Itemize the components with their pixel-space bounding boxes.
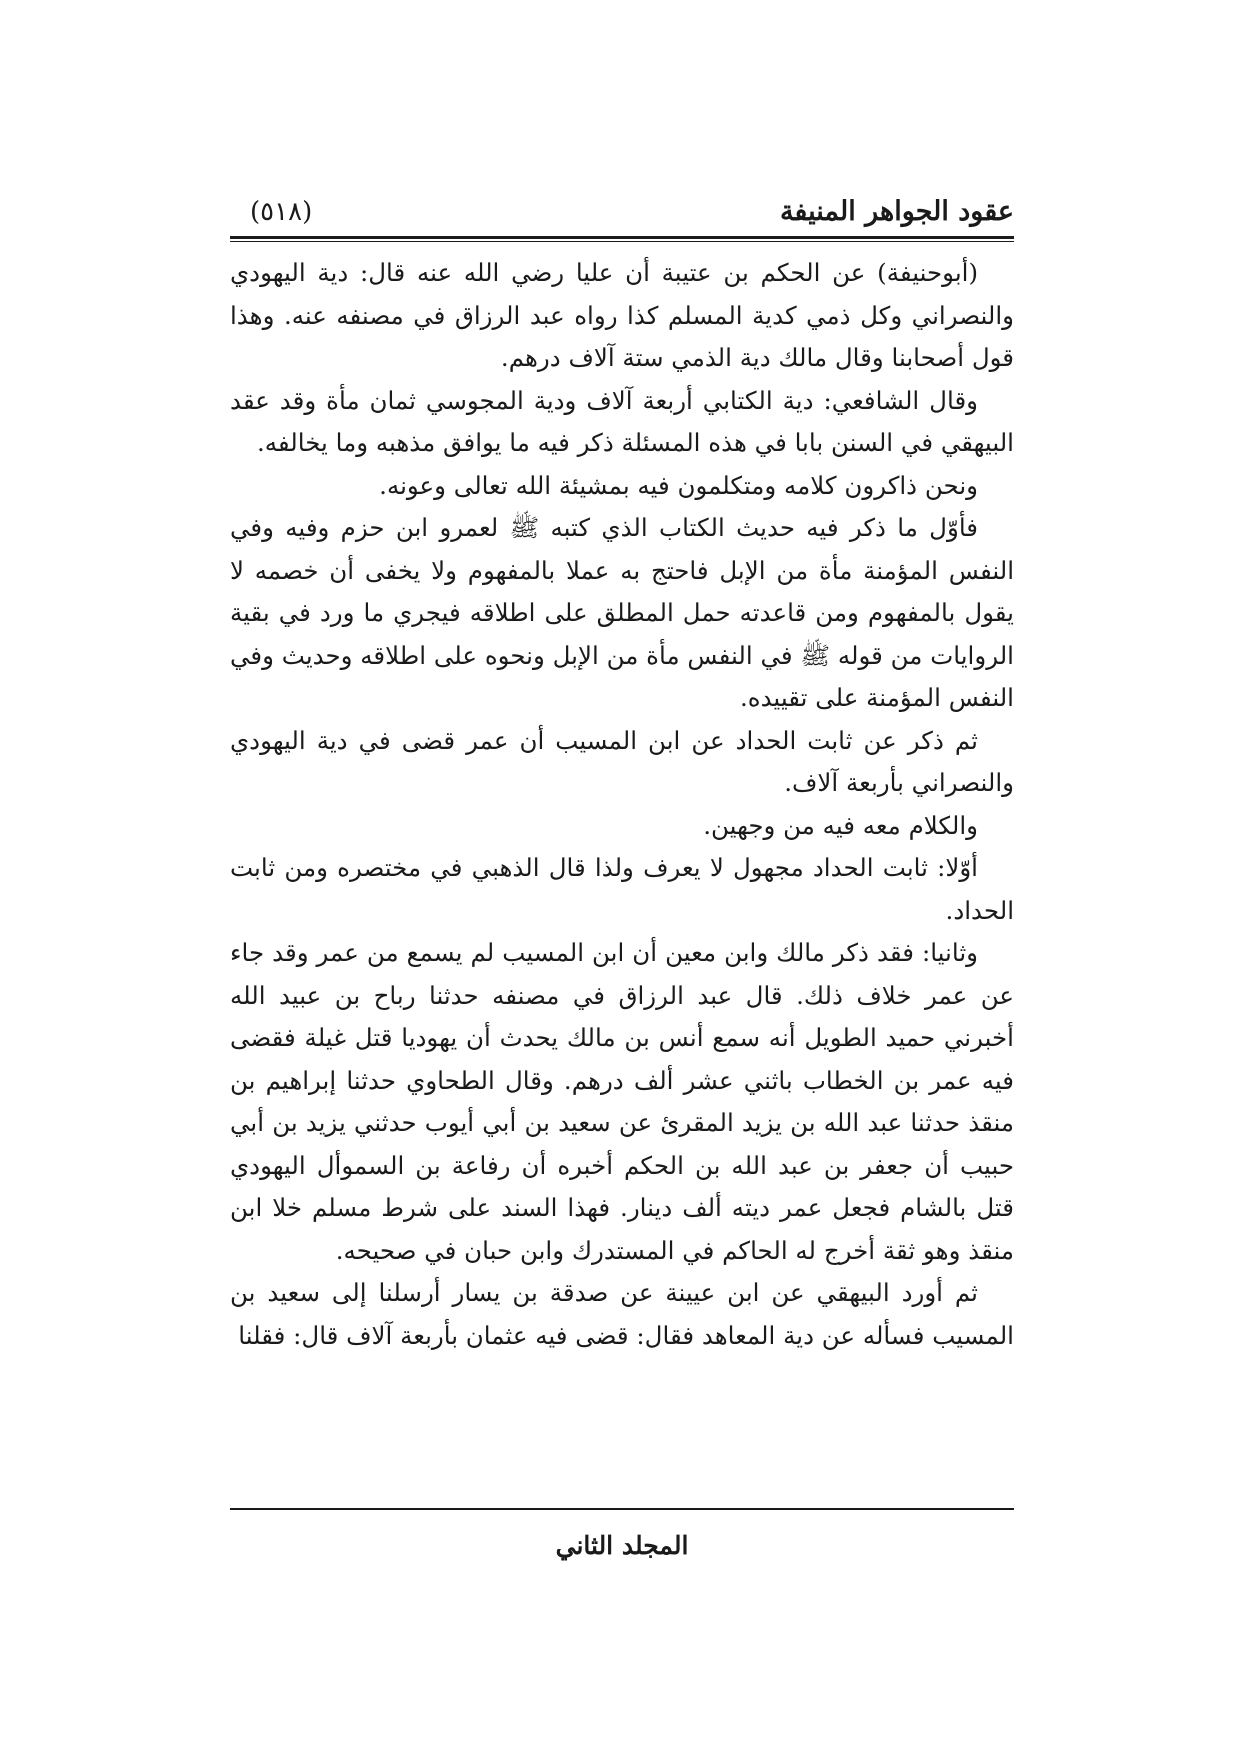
body-text (230, 252, 1014, 1492)
paragraph: والكلام معه فيه من وجهين. (703, 810, 978, 840)
footer-divider (230, 1508, 1014, 1510)
volume-label: المجلد الثاني (555, 1531, 689, 1560)
paragraph: وثانيا: فقد ذكر مالك وابن معين أن ابن المسيب لم يسمع من عمر وقد جاء عن عمر خلاف ذلك. قال عبد الرزاق في مصنفه حدثنا رباح بن عبيد الله أخبرني حميد الطويل أنه سمع أنس بن مالك يحدث أن يهوديا قتل غيلة فقضى فيه عمر بن الخطاب باثني عشر ألف درهم. وقال الطحاوي حدثنا إبراهيم بن منقذ حدثنا عبد الله بن يزيد المقرئ عن سعيد بن أبي أيوب حدثني يزيد بن أبي حبيب أن جعفر بن عبد الله بن الحكم أخبره أن رفاعة بن السموأل اليهودي قتل بالشام فجعل عمر ديته ألف دينار. فهذا السند على شرط مسلم خلا ابن منقذ وهو ثقة أخرج له الحاكم في المستدرك وابن حبان في صحيحه. (230, 938, 1014, 1265)
paragraph: ونحن ذاكرون كلامه ومتكلمون فيه بمشيئة الله تعالى وعونه. (379, 470, 978, 500)
paragraph: ثم ذكر عن ثابت الحداد عن ابن المسيب أن عمر قضى في دية اليهودي والنصراني بأربعة آلاف. (230, 725, 1014, 797)
book-title: عقود الجواهر المنيفة (779, 196, 1014, 227)
paragraph: ثم أورد البيهقي عن ابن عيينة عن صدقة بن يسار أرسلنا إلى سعيد بن المسيب فسأله عن دية المعاهد فقال: قضى فيه عثمان بأربعة آلاف قال: فقلنا (230, 1278, 1014, 1350)
paragraph: (أبوحنيفة) عن الحكم بن عتيبة أن عليا رضي الله عنه قال: دية اليهودي والنصراني وكل ذمي كدية المسلم كذا رواه عبد الرزاق في مصنفه عنه. وهذا قول أصحابنا وقال مالك دية الذمي ستة آلاف درهم. (230, 258, 1014, 372)
paragraph: وقال الشافعي: دية الكتابي أربعة آلاف ودية المجوسي ثمان مأة وقد عقد البيهقي في السنن بابا في هذه المسئلة ذكر فيه ما يوافق مذهبه وما يخالفه. (230, 385, 1014, 457)
page-header (230, 192, 1014, 232)
paragraph: أوّلا: ثابت الحداد مجهول لا يعرف ولذا قال الذهبي في مختصره ومن ثابت الحداد. (230, 853, 1014, 925)
header-divider-thick (230, 236, 1014, 239)
header-divider-thin (230, 241, 1014, 242)
paragraph: فأوّل ما ذكر فيه حديث الكتاب الذي كتبه ﷺ لعمرو ابن حزم وفيه وفي النفس المؤمنة مأة من الإبل فاحتج به عملا بالمفهوم ولا يخفى أن خصمه لا يقول بالمفهوم ومن قاعدته حمل المطلق على اطلاقه فيجري ما ورد في بقية الروايات من قوله ﷺ في النفس مأة من الإبل ونحوه على اطلاقه وحديث وفي النفس المؤمنة على تقييده. (230, 513, 1014, 712)
header-divider (230, 236, 1014, 243)
page-number: (٥١٨) (250, 197, 313, 227)
